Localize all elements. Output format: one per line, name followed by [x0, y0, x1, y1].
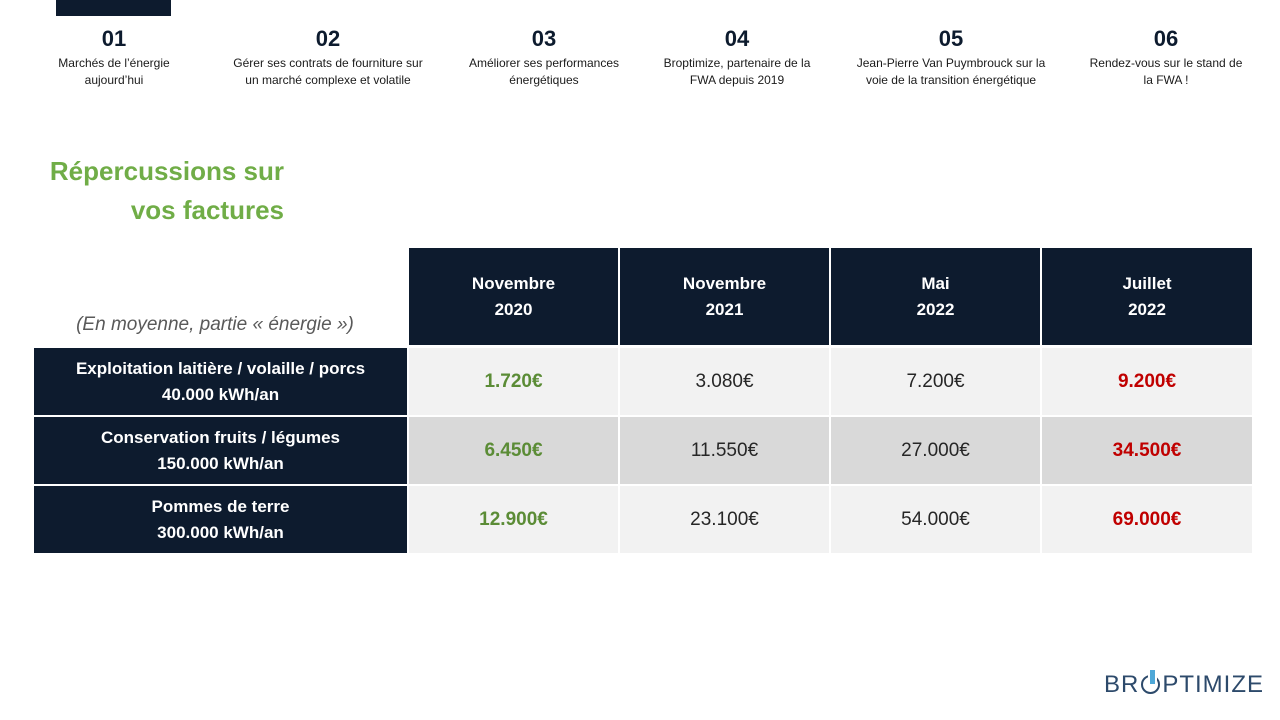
nav-item-05[interactable]	[841, 26, 1061, 89]
table-cell: 1.720€	[409, 348, 618, 415]
logo-bolt	[1148, 668, 1157, 686]
table-note: (En moyenne, partie « énergie »)	[76, 314, 354, 335]
nav-item-02[interactable]	[218, 26, 438, 89]
nav-label: Jean-Pierre Van Puymbrouck sur la voie de la transition énergétique	[856, 56, 1046, 87]
row-header-fruits-legumes: Conservation fruits / légumes 150.000 kWh/an	[34, 417, 407, 484]
table-cell: 23.100€	[620, 486, 829, 553]
nav-number: 05	[938, 26, 964, 51]
column-header-juillet-2022: Juillet 2022	[1042, 248, 1252, 345]
nav-number: 01	[101, 26, 127, 51]
logo-text-end: PTIMIZE	[1162, 671, 1265, 698]
table-cell: 11.550€	[620, 417, 829, 484]
broptimize-logo	[1104, 670, 1264, 700]
row-header-pommes-de-terre: Pommes de terre 300.000 kWh/an	[34, 486, 407, 553]
nav-label: Rendez-vous sur le stand de la FWA !	[1089, 56, 1243, 87]
nav-number: 03	[531, 26, 557, 51]
nav-item-01[interactable]	[24, 26, 204, 89]
power-bolt-icon	[1141, 675, 1160, 694]
table-cell: 6.450€	[409, 417, 618, 484]
nav-item-06[interactable]	[1076, 26, 1256, 89]
nav-label: Broptimize, partenaire de la FWA depuis 2019	[663, 56, 811, 87]
nav-number: 04	[724, 26, 750, 51]
active-section-marker	[56, 0, 171, 16]
column-header-nov-2021: Novembre 2021	[620, 248, 829, 345]
table-cell: 54.000€	[831, 486, 1040, 553]
logo-text-start: BR	[1104, 671, 1140, 698]
slide-heading: Répercussions sur vos factures	[49, 156, 284, 225]
table-cell: 3.080€	[620, 348, 829, 415]
nav-label: Gérer ses contrats de fourniture sur un marché complexe et volatile	[233, 56, 423, 87]
nav-label: Marchés de l’énergie aujourd’hui	[58, 56, 170, 87]
nav-number: 02	[315, 26, 341, 51]
table-cell: 69.000€	[1042, 486, 1252, 553]
table-cell: 34.500€	[1042, 417, 1252, 484]
table-cell: 9.200€	[1042, 348, 1252, 415]
table-cell: 27.000€	[831, 417, 1040, 484]
nav-number: 06	[1153, 26, 1179, 51]
column-header-nov-2020: Novembre 2020	[409, 248, 618, 345]
nav-label: Améliorer ses performances énergétiques	[468, 56, 620, 87]
row-header-laitiere: Exploitation laitière / volaille / porcs 40.000 kWh/an	[34, 348, 407, 415]
table-cell: 7.200€	[831, 348, 1040, 415]
nav-item-04[interactable]	[647, 26, 827, 89]
table-cell: 12.900€	[409, 486, 618, 553]
nav-item-03[interactable]	[454, 26, 634, 89]
column-header-mai-2022: Mai 2022	[831, 248, 1040, 345]
